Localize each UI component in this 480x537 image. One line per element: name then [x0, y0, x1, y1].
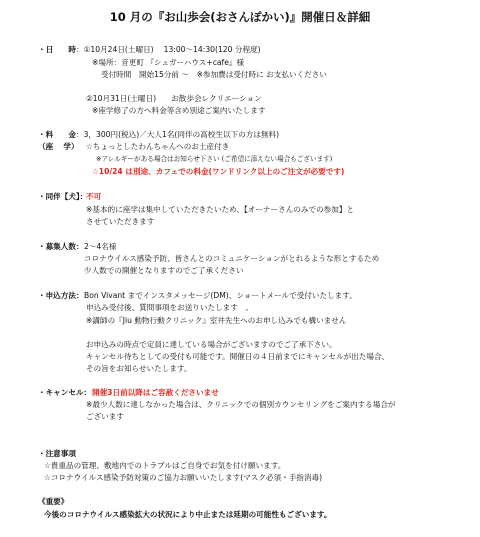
- schedule-line-2: ※場所：音更町 『シュガーハウス+cafe』様: [92, 58, 245, 67]
- apply-line-6: その旨をお知らせいたします。: [86, 364, 192, 373]
- schedule-label: ・日 時: [38, 45, 76, 54]
- recruit-line-3: 少人数での開催となりますのでご了承ください: [84, 266, 244, 275]
- recruit-line-1: 2～4名様: [84, 242, 117, 251]
- apply-label: ・申込方法：: [38, 291, 84, 300]
- cancel-line-3: ございます: [86, 412, 124, 421]
- cancel-line-2: ※最少人数に達しなかった場合は、クリニックでの個別カウンセリングをご案内する場合が: [86, 400, 396, 409]
- fee-label: ・料 金: [38, 130, 76, 139]
- schedule-line-3: 受付時間 開始15分前 ～ ※参加費は受付時に お支払いください: [101, 70, 327, 79]
- notes-label: ・注意事項: [38, 449, 76, 458]
- dog-status: 不可: [86, 192, 102, 201]
- fee-sublabel: （座 学）: [38, 142, 79, 151]
- important-line-1: 今後のコロナウイルス感染拡大の状況により中止または延期の可能性もございます。: [44, 510, 332, 519]
- important-label: 《重要》: [38, 497, 69, 506]
- fee-line-2: ☆ちょっとしたわんちゃんへのお土産付き: [86, 142, 230, 151]
- apply-line-2: 申込み受付後、質問事項をお送りいたします 。: [86, 303, 254, 312]
- fee-line-3: ※アレルギーがある場合はお知らせ下さい (ご希望に添えない場合もございます): [96, 155, 333, 163]
- schedule-line-1: ：①10月24日(土曜日) 13:00～14:30(120 分程度): [76, 45, 261, 54]
- fee-line-4: ☆10/24 は別途、カフェでの料金(ワンドリンク以上のご注文が必要です): [92, 167, 345, 176]
- recruit-line-2: コロナウイルス感染予防、皆さんとのコミュニケーションがとれるような形とするため: [84, 254, 380, 263]
- apply-line-4: お申込みの時点で定員に達している場合がございますのでご了承下さい。: [86, 340, 337, 349]
- apply-line-5: キャンセル待ちとしての受付も可能です。開催日の４日前までにキャンセルが出た場合、: [86, 352, 390, 361]
- notes-line-1: ☆貴重品の管理、敷地内でのトラブルはご自身でお気を付け願います。: [44, 461, 286, 470]
- apply-line-3: ※講師の『Jiu 動物行動クリニック』室井先生へのお申し込みでも構いません: [86, 316, 347, 325]
- apply-line-1: Bon Vivant までインスタメッセージ(DM)、ショートメールで受付いたします。: [84, 291, 357, 300]
- dog-line-1: ※基本的に座学は集中していただきたいため、【オーナーさんのみでの参加】と: [86, 205, 355, 214]
- dog-label: ・同伴【犬】：: [38, 192, 88, 201]
- cancel-label: ・キャンセル：: [38, 388, 92, 397]
- notes-line-2: ☆コロナウイルス感染予防対策のご協力お願いいたします(マスク必須・手指消毒): [44, 473, 323, 482]
- page-title: 10 月の『お山歩会(おさんぽかい)』開催日＆詳細: [109, 10, 371, 24]
- dog-line-2: させていただきます: [86, 217, 155, 226]
- recruit-label: ・募集人数：: [38, 242, 84, 251]
- cancel-line-1: 開催3日前以降はご容赦くださいませ: [92, 388, 219, 397]
- fee-line-1: ：3，300円(税込)／大人1名(同伴の高校生以下の方は無料): [76, 130, 280, 139]
- schedule-line-5: ※座学修了の方へ料金等含め別途ご案内いたします: [92, 106, 266, 115]
- schedule-line-4: ②10月31日(土曜日) お散歩会レクリエーション: [86, 94, 262, 103]
